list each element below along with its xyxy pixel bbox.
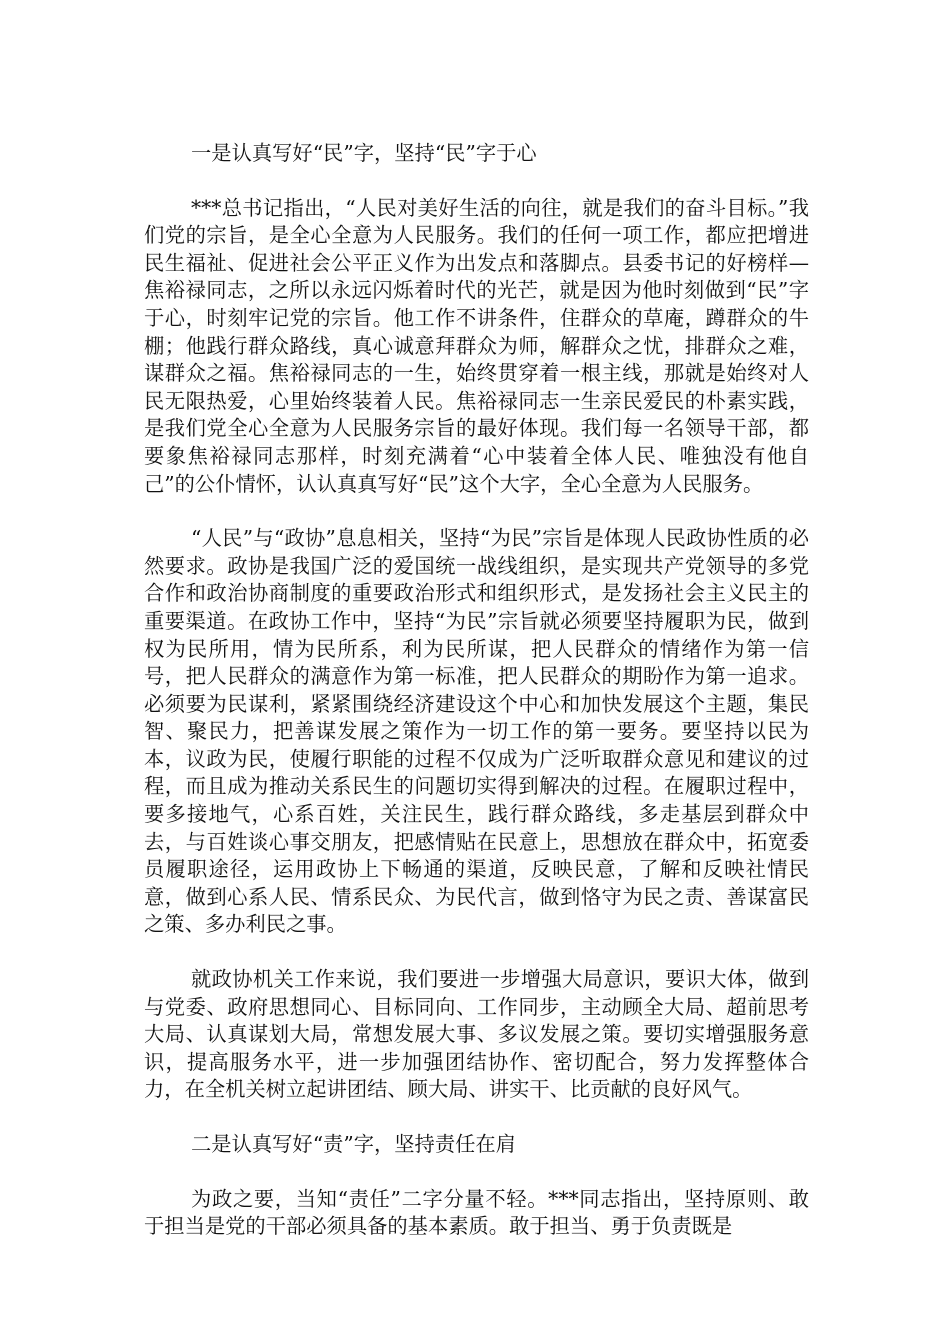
section-heading-2: 二是认真写好“责”字，坚持责任在肩 [191,1132,516,1156]
paragraph-2: “人民”与“政协”息息相关，坚持“为民”宗旨是体现人民政协性质的必然要求。政协是我国广泛的爱国统一战线组织，是实现共产党领导的多党合作和政治协商制度的重要政治形式和组织形式，是发扬社会主义民主的重要渠道。在政协工作中，坚持“为民”宗旨就必须要坚持履职为民，做到权为民所用，情为民所系，利为民所谋，把人民群众的情绪作为第一信号，把人民群众的满意作为第一标准，把人民群众的期盼作为第一追求。必须要为民谋利，紧紧围绕经济建设这个中心和加快发展这个主题，集民智、聚民力，把善谋发展之策作为一切工作的第一要务。要坚持以民为本，议政为民，使履行职能的过程不仅成为广泛听取群众意见和建议的过程，而且成为推动关系民生的问题切实得到解决的过程。在履职过程中，要多接地气，心系百姓，关注民生，践行群众路线，多走基层到群众中去，与百姓谈心事交朋友，把感情贴在民意上，思想放在群众中，拓宽委员履职途径，运用政协上下畅通的渠道，反映民意，了解和反映社情民意，做到心系人民、情系民众、为民代言，做到恪守为民之责、善谋富民之策、多办利民之事。 [144,526,809,937]
paragraph-4: 为政之要，当知“责任”二字分量不轻。***同志指出，坚持原则、敢于担当是党的干部必须具备的基本素质。敢于担当、勇于负责既是 [144,1186,809,1239]
paragraph-1: ***总书记指出，“人民对美好生活的向往，就是我们的奋斗目标。”我们党的宗旨，是全心全意为人民服务。我们的任何一项工作，都应把增进民生福祉、促进社会公平正义作为出发点和落脚点。县委书记的好榜样—焦裕禄同志，之所以永远闪烁着时代的光芒，就是因为他时刻做到“民”字于心，时刻牢记党的宗旨。他工作不讲条件，住群众的草庵，蹲群众的牛棚；他践行群众路线，真心诚意拜群众为师，解群众之忧，排群众之难，谋群众之福。焦裕禄同志的一生，始终贯穿着一根主线，那就是始终对人民无限热爱，心里始终装着人民。焦裕禄同志一生亲民爱民的朴素实践，是我们党全心全意为人民服务宗旨的最好体现。我们每一名领导干部，都要象焦裕禄同志那样，时刻充满着“心中装着全体人民、唯独没有他自己”的公仆情怀，认认真真写好“民”这个大字，全心全意为人民服务。 [144,195,809,496]
section-heading-1: 一是认真写好“民”字，坚持“民”字于心 [191,141,537,165]
document-page [144,140,809,1268]
paragraph-3: 就政协机关工作来说，我们要进一步增强大局意识，要识大体，做到与党委、政府思想同心、目标同向、工作同步，主动顾全大局、超前思考大局、认真谋划大局，常想发展大事、多议发展之策。要切实增强服务意识，提高服务水平，进一步加强团结协作、密切配合，努力发挥整体合力，在全机关树立起讲团结、顾大局、讲实干、比贡献的良好风气。 [144,967,809,1102]
